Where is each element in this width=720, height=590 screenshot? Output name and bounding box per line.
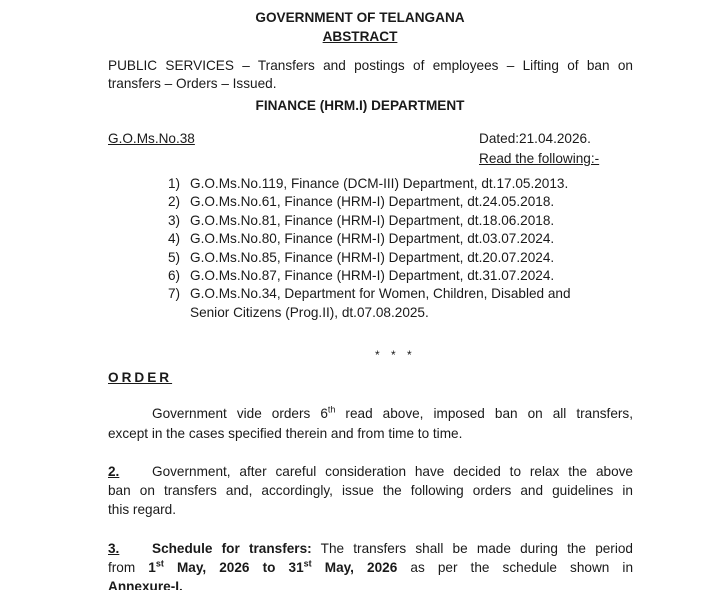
reference-item: 3) G.O.Ms.No.81, Finance (HRM-I) Department, dt.18.06.2018. (168, 212, 555, 228)
government-heading: GOVERNMENT OF TELANGANA (255, 10, 465, 25)
para1-line-1: Government vide orders 6th read above, imposed ban on all transfers, (152, 404, 633, 421)
para2-line-3: this regard. (108, 502, 177, 517)
para3-line-1: Schedule for transfers: The transfers shall be made during the period (152, 541, 633, 556)
order-heading: ORDER (108, 370, 173, 385)
go-date: Dated:21.04.2026. (479, 131, 591, 146)
reference-item: 2) G.O.Ms.No.61, Finance (HRM-I) Department, dt.24.05.2018. (168, 194, 555, 210)
read-the-following: Read the following:- (479, 151, 600, 166)
reference-item: 4) G.O.Ms.No.80, Finance (HRM-I) Department, dt.03.07.2024. (168, 231, 555, 247)
para3-line-3: Annexure-I. (108, 579, 183, 590)
abstract-heading: ABSTRACT (322, 29, 398, 44)
para3-number: 3. (108, 541, 120, 556)
section-separator-stars: * * * (375, 348, 416, 362)
go-number: G.O.Ms.No.38 (108, 131, 195, 146)
para2-line-1: Government, after careful consideration have decided to relax the above (152, 464, 633, 479)
references-list (168, 175, 608, 322)
department-heading: FINANCE (HRM.I) DEPARTMENT (255, 98, 465, 113)
reference-item: 5) G.O.Ms.No.85, Finance (HRM-I) Department, dt.20.07.2024. (168, 249, 555, 265)
subject-line-1: PUBLIC SERVICES – Transfers and postings of employees – Lifting of ban on (108, 58, 633, 73)
subject-line-2: transfers – Orders – Issued. (108, 76, 277, 91)
para2-number: 2. (108, 464, 120, 479)
reference-item: 1) G.O.Ms.No.119, Finance (DCM-III) Department, dt.17.05.2013. (168, 176, 569, 191)
reference-item: 7) G.O.Ms.No.34, Department for Women, Children, Disabled and Senior Citizens (Prog.II), dt.07.08.2025. (168, 286, 571, 320)
para2-line-2: ban on transfers and, accordingly, issue the following orders and guidelines in (108, 483, 633, 498)
para3-line-2: from 1st May, 2026 to 31st May, 2026 as per the schedule shown in (108, 558, 634, 575)
para1-line-2: except in the cases specified therein and from time to time. (108, 426, 463, 441)
reference-item: 6) G.O.Ms.No.87, Finance (HRM-I) Department, dt.31.07.2024. (168, 268, 555, 284)
